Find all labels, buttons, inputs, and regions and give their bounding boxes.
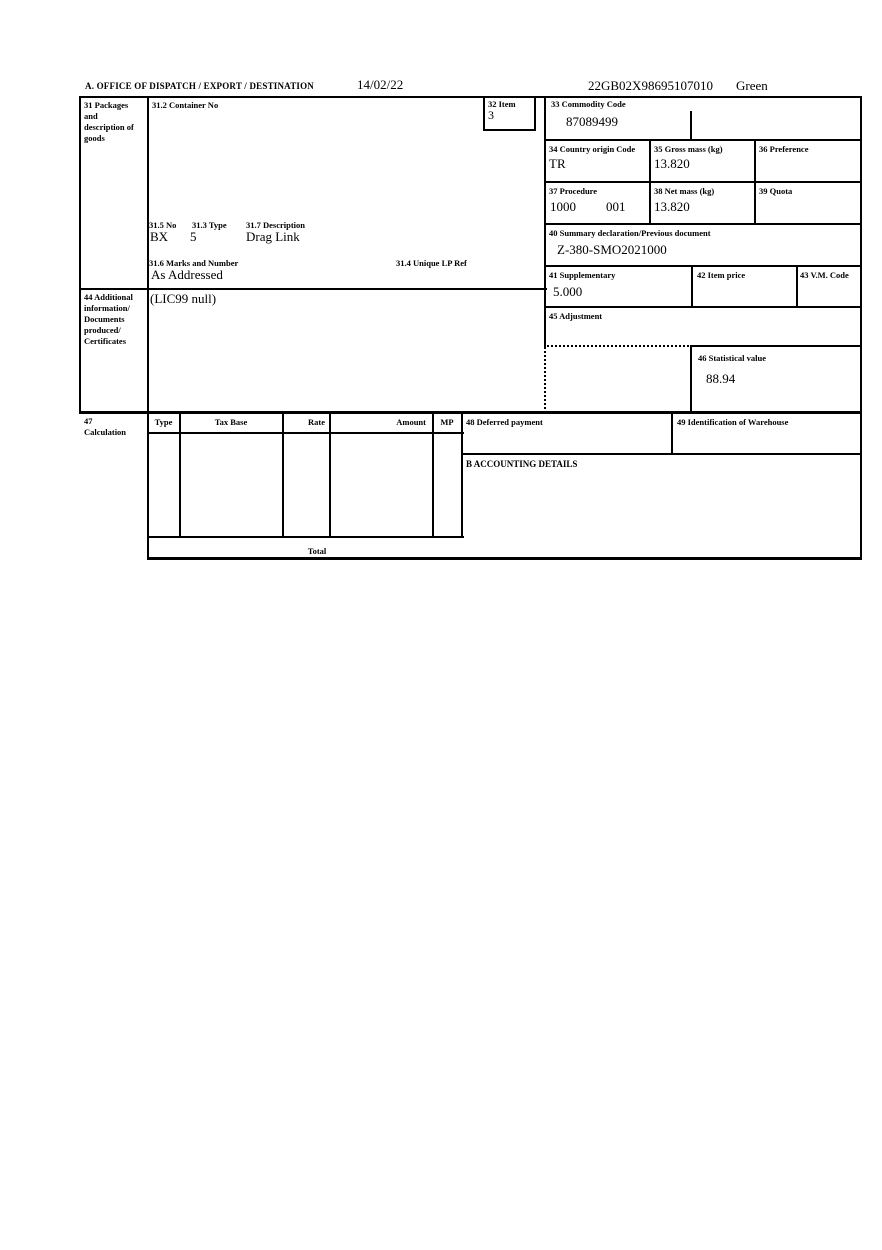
box49-label: 49 Identification of Warehouse <box>677 417 789 427</box>
form-divider <box>544 181 862 183</box>
box40-previous-document: Z-380-SMO2021000 <box>557 242 667 257</box>
box32-label: 32 Item <box>488 99 516 109</box>
form-divider <box>80 96 862 98</box>
box31-no-value: BX <box>150 229 169 244</box>
box36-label: 36 Preference <box>759 144 809 154</box>
box40-label: 40 Summary declaration/Previous document <box>549 228 711 238</box>
form-divider <box>544 347 546 413</box>
form-divider <box>544 265 862 267</box>
box31-marks-label: 31.6 Marks and Number <box>149 258 239 268</box>
box38-label: 38 Net mass (kg) <box>654 186 715 196</box>
form-divider <box>671 411 673 455</box>
form-divider <box>432 411 434 538</box>
box41-label: 41 Supplementary <box>549 270 616 280</box>
box47-column-type: Type <box>154 417 173 427</box>
form-divider <box>79 96 81 413</box>
box37-label: 37 Procedure <box>549 186 598 196</box>
form-divider <box>544 139 862 141</box>
box31-type-label: 31.3 Type <box>192 220 227 230</box>
form-divider <box>691 345 862 347</box>
form-divider <box>544 306 862 308</box>
form-divider <box>79 288 547 290</box>
accounting-details-label: B ACCOUNTING DETAILS <box>466 459 578 469</box>
box47-column-amount: Amount <box>396 417 426 427</box>
box43-label: 43 V.M. Code <box>800 270 849 280</box>
box31-container-no-label: 31.2 Container No <box>152 100 219 110</box>
form-divider <box>796 265 798 308</box>
box35-gross-mass: 13.820 <box>654 156 690 171</box>
form-divider <box>79 411 862 414</box>
box44-label: 44 Additional information/ Documents produced/ Certificates <box>84 292 133 347</box>
box45-label: 45 Adjustment <box>549 311 603 321</box>
form-divider <box>690 111 692 141</box>
declaration-reference: 22GB02X98695107010 <box>588 78 713 93</box>
box47-column-tax-base: Tax Base <box>214 417 248 427</box>
form-divider <box>754 139 756 225</box>
box47-label: 47 Calculation <box>84 416 127 438</box>
form-divider <box>147 536 464 538</box>
box35-label: 35 Gross mass (kg) <box>654 144 723 154</box>
form-divider <box>544 223 862 225</box>
form-divider <box>148 432 464 434</box>
form-divider <box>649 139 651 225</box>
form-divider <box>690 345 692 413</box>
box31-unique-lp-ref-label: 31.4 Unique LP Ref <box>396 258 467 268</box>
form-divider <box>461 411 463 538</box>
box33-label: 33 Commodity Code <box>551 99 626 109</box>
form-divider <box>147 96 149 559</box>
routing-indicator: Green <box>736 78 768 93</box>
form-divider <box>461 453 861 455</box>
form-divider <box>282 411 284 538</box>
box46-statistical-value: 88.94 <box>706 371 736 386</box>
declaration-date: 14/02/22 <box>357 77 404 92</box>
box46-label: 46 Statistical value <box>698 353 766 363</box>
office-of-dispatch-label: A. OFFICE OF DISPATCH / EXPORT / DESTINATION <box>85 81 315 91</box>
box37-procedure-code-2: 001 <box>606 199 626 214</box>
form-divider <box>147 557 862 560</box>
box33-commodity-code: 87089499 <box>566 114 618 129</box>
box47-column-mp: MP <box>440 417 454 427</box>
box31-no-label: 31.5 No <box>149 220 177 230</box>
box42-label: 42 Item price <box>697 270 746 280</box>
box31-label: 31 Packages and description of goods <box>84 100 134 144</box>
box31-description-label: 31.7 Description <box>246 220 306 230</box>
box32-item-number: 3 <box>488 108 494 122</box>
form-divider <box>544 345 693 347</box>
form-divider <box>179 411 181 538</box>
box31-description-value: Drag Link <box>246 229 300 244</box>
box41-supplementary-units: 5.000 <box>553 284 583 299</box>
form-divider <box>691 265 693 308</box>
box38-net-mass: 13.820 <box>654 199 690 214</box>
box31-marks-value: As Addressed <box>151 267 223 282</box>
box39-label: 39 Quota <box>759 186 793 196</box>
box47-column-rate: Rate <box>308 417 325 427</box>
box34-label: 34 Country origin Code <box>549 144 636 154</box>
box31-type-value: 5 <box>190 229 197 244</box>
form-divider <box>860 96 862 559</box>
box48-label: 48 Deferred payment <box>466 417 543 427</box>
box47-total-label: Total <box>307 546 327 556</box>
form-divider <box>329 411 331 538</box>
box34-country-origin: TR <box>549 156 566 171</box>
box44-additional-information: (LIC99 null) <box>150 291 217 306</box>
box37-procedure-code: 1000 <box>550 199 576 214</box>
form-divider <box>544 96 546 347</box>
